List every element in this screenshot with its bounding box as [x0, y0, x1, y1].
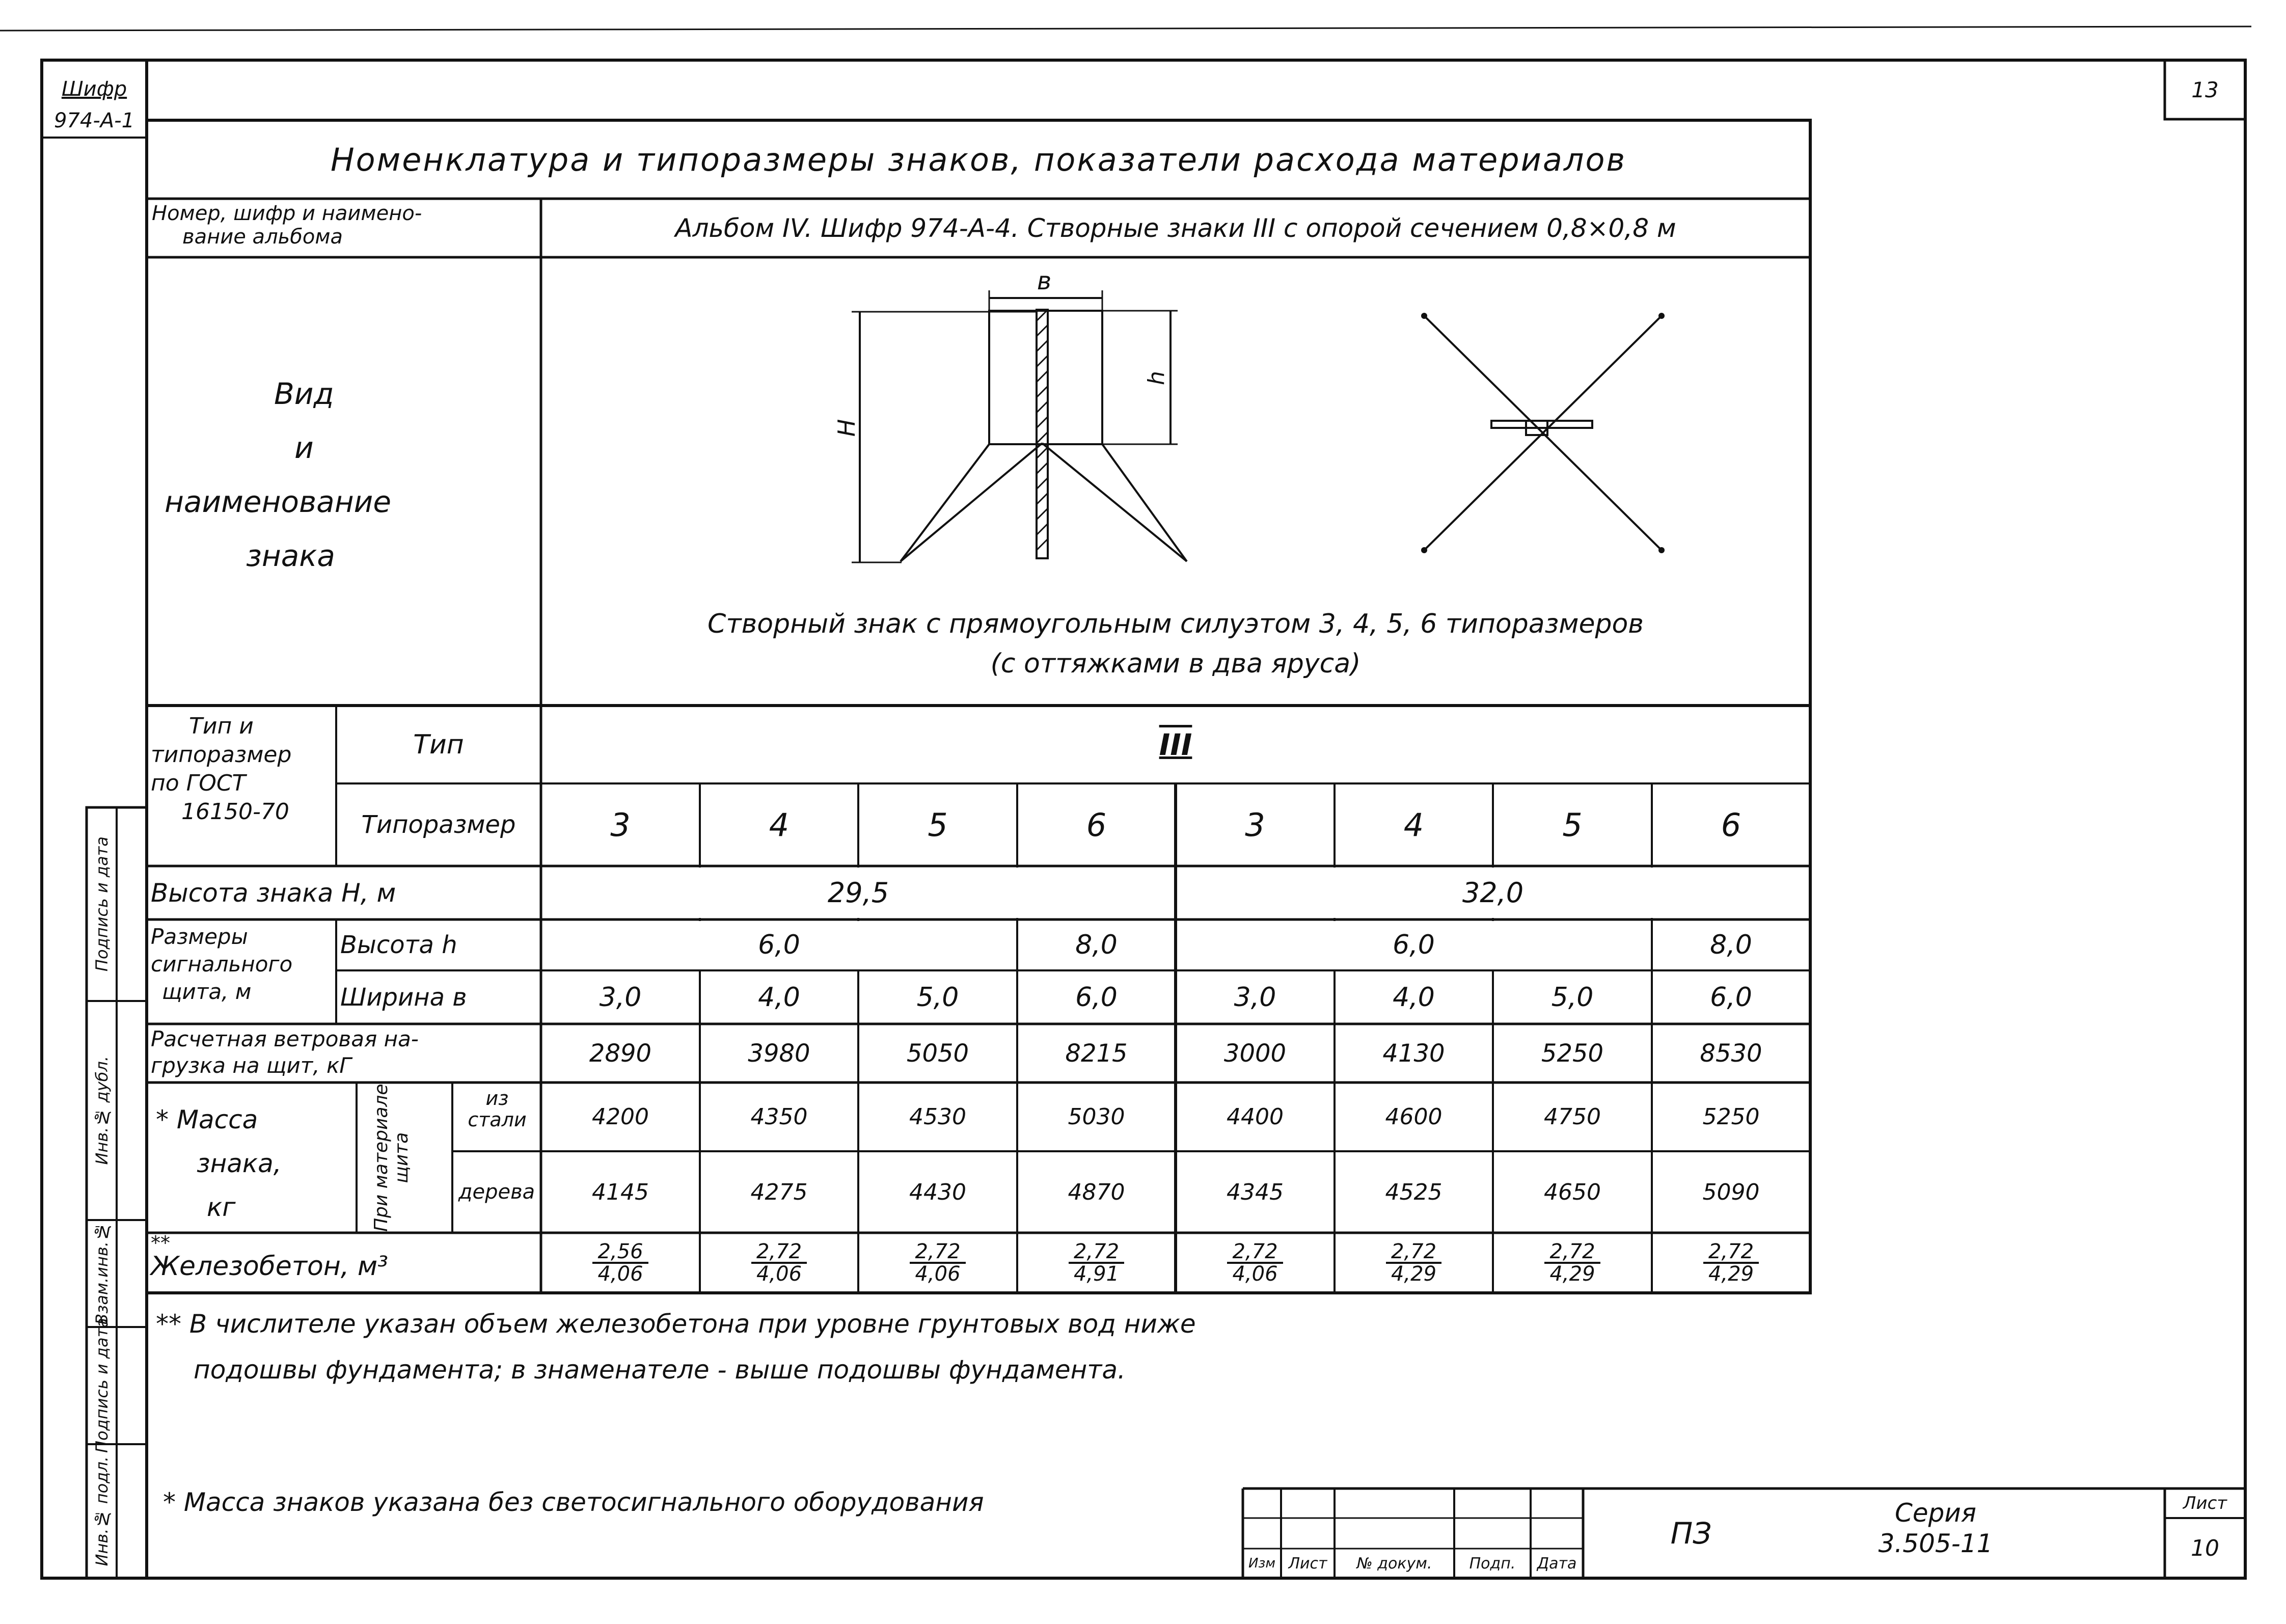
mass-steel-value: 4750 — [1544, 1104, 1601, 1130]
dim-h-label: h — [1143, 371, 1169, 385]
mass-label: * Масса знака, кг — [156, 1105, 282, 1222]
mass-steel-value: 5250 — [1702, 1104, 1760, 1130]
stamp-sign-date-2: Подпись и дата — [92, 1318, 112, 1453]
shield-height-value: 6,0 — [758, 930, 800, 960]
shield-width-value: 3,0 — [1234, 982, 1276, 1013]
stamp-dup-inv: Инв.№ дубл. — [92, 1056, 112, 1165]
wind-label: Расчетная ветровая на- грузка на щит, кГ — [151, 1026, 419, 1078]
stamp-sign-date-1: Подпись и дата — [92, 836, 112, 972]
type-value: III — [1159, 727, 1192, 762]
wind-value: 3000 — [1223, 1039, 1287, 1068]
mass-wood-value: 4345 — [1227, 1179, 1284, 1205]
tb-sheet-value: 10 — [2191, 1535, 2219, 1561]
mass-wood-value: 4275 — [750, 1179, 808, 1205]
concrete-cell: $\frac{2,72}{4,91}$ — [1017, 1233, 1176, 1293]
view-caption-line2: (с оттяжками в два яруса) — [990, 648, 1361, 679]
shield-width-value: 5,0 — [916, 982, 959, 1013]
cipher-code: 974-А-1 — [53, 109, 135, 132]
tb-col-change: Изм — [1248, 1556, 1275, 1571]
wind-value: 5050 — [906, 1039, 969, 1068]
type-label: Тип — [413, 729, 464, 760]
album-value: Альбом IV. Шифр 974-А-4. Створные знаки III с опорой сечением 0,8×0,8 м — [675, 213, 1676, 243]
tb-col-doc: № докум. — [1356, 1554, 1432, 1573]
mass-steel-value: 4200 — [592, 1104, 649, 1130]
size-cell: 5 — [1562, 806, 1583, 844]
note-concrete-line2: подошвы фундамента; в знаменателе - выше подошвы фундамента. — [194, 1355, 1126, 1385]
concrete-cell: $\frac{2,72}{4,06}$ — [858, 1233, 1017, 1293]
tb-series-value: 3.505-11 — [1878, 1529, 1993, 1558]
concrete-mark: ** — [151, 1232, 170, 1254]
tb-col-sign: Подп. — [1469, 1554, 1516, 1573]
concrete-cell: $\frac{2,72}{4,06}$ — [700, 1233, 858, 1293]
stamp-replace-inv: Взам.инв.№ — [92, 1222, 112, 1325]
wind-value: 8215 — [1065, 1039, 1128, 1068]
tb-series-label: Серия — [1895, 1498, 1976, 1528]
size-cell: 3 — [1245, 806, 1265, 844]
shield-width-label: Ширина в — [340, 983, 467, 1012]
shield-width-value: 6,0 — [1075, 982, 1118, 1013]
wind-value: 5250 — [1541, 1039, 1604, 1068]
page-number: 13 — [2191, 77, 2219, 102]
mass-steel-label: из стали — [468, 1087, 527, 1131]
size-cell: 5 — [928, 806, 948, 844]
note-mass: * Масса знаков указана без светосигнального оборудования — [163, 1487, 984, 1517]
dim-H-label: H — [833, 419, 860, 437]
shield-width-value: 5,0 — [1551, 982, 1594, 1013]
view-caption-line1: Створный знак с прямоугольным силуэтом 3, 4, 5, 6 типоразмеров — [707, 609, 1644, 639]
concrete-cell: $\frac{2,72}{4,29}$ — [1652, 1233, 1810, 1293]
shield-height-value: 8,0 — [1075, 930, 1118, 960]
height-value-left: 29,5 — [827, 877, 889, 909]
note-concrete-line1: ** В числителе указан объем железобетона при уровне грунтовых вод ниже — [156, 1309, 1196, 1339]
view-label: Вид и наименование знака — [165, 376, 392, 573]
shield-height-value: 6,0 — [1393, 930, 1435, 960]
concrete-cell: $\frac{2,72}{4,06}$ — [1176, 1233, 1335, 1293]
mass-wood-value: 4650 — [1544, 1179, 1601, 1205]
mass-wood-value: 5090 — [1702, 1179, 1760, 1205]
shield-label: Размеры сигнального щита, м — [151, 924, 293, 1004]
type-group-label: Тип и типоразмер по ГОСТ 16150-70 — [151, 713, 292, 825]
tb-sheet-label: Лист — [2183, 1493, 2227, 1513]
mass-steel-value: 4350 — [750, 1104, 808, 1130]
mass-wood-value: 4145 — [592, 1179, 649, 1205]
size-cell: 6 — [1721, 806, 1741, 844]
mass-steel-value: 5030 — [1068, 1104, 1125, 1130]
album-label: Номер, шифр и наимено- вание альбома — [152, 202, 422, 249]
dim-b-label: в — [1037, 267, 1052, 295]
height-value-right: 32,0 — [1462, 877, 1524, 909]
stamp-original-inv: Инв.№ подл. — [92, 1456, 112, 1566]
size-cell: 4 — [1403, 806, 1424, 844]
wind-value: 3980 — [748, 1039, 810, 1068]
cipher-label: Шифр — [61, 77, 127, 101]
shield-width-value: 6,0 — [1710, 982, 1752, 1013]
mass-material-label: При материале щита — [371, 1084, 412, 1232]
mass-steel-value: 4530 — [909, 1104, 966, 1130]
size-label: Типоразмер — [361, 810, 516, 839]
size-cell: 6 — [1086, 806, 1107, 844]
mass-wood-value: 4430 — [909, 1179, 966, 1205]
page-title: Номенклатура и типоразмеры знаков, показатели расхода материалов — [330, 141, 1627, 178]
mass-steel-value: 4400 — [1227, 1104, 1284, 1130]
shield-width-value: 4,0 — [758, 982, 800, 1013]
wind-value: 8530 — [1700, 1039, 1762, 1068]
wind-value: 2890 — [589, 1039, 652, 1068]
tb-col-sheet: Лист — [1288, 1554, 1327, 1573]
mass-steel-value: 4600 — [1385, 1104, 1443, 1130]
shield-width-value: 3,0 — [599, 982, 642, 1013]
mass-wood-value: 4525 — [1385, 1179, 1443, 1205]
wind-value: 4130 — [1382, 1039, 1445, 1068]
concrete-cell: $\frac{2,56}{4,06}$ — [541, 1233, 700, 1293]
height-label: Высота знака Н, м — [151, 878, 396, 908]
concrete-cell: $\frac{2,72}{4,29}$ — [1335, 1233, 1493, 1293]
shield-height-label: Высота h — [340, 931, 457, 959]
concrete-cell: $\frac{2,72}{4,29}$ — [1493, 1233, 1652, 1293]
mass-wood-label: дерева — [458, 1180, 535, 1204]
tb-code: ПЗ — [1670, 1516, 1712, 1551]
shield-height-value: 8,0 — [1710, 930, 1752, 960]
mass-wood-value: 4870 — [1068, 1179, 1125, 1205]
shield-width-value: 4,0 — [1393, 982, 1435, 1013]
size-cell: 3 — [610, 806, 631, 844]
size-cell: 4 — [769, 806, 790, 844]
concrete-label: Железобетон, м³ — [151, 1251, 388, 1282]
tb-col-date: Дата — [1537, 1554, 1577, 1573]
